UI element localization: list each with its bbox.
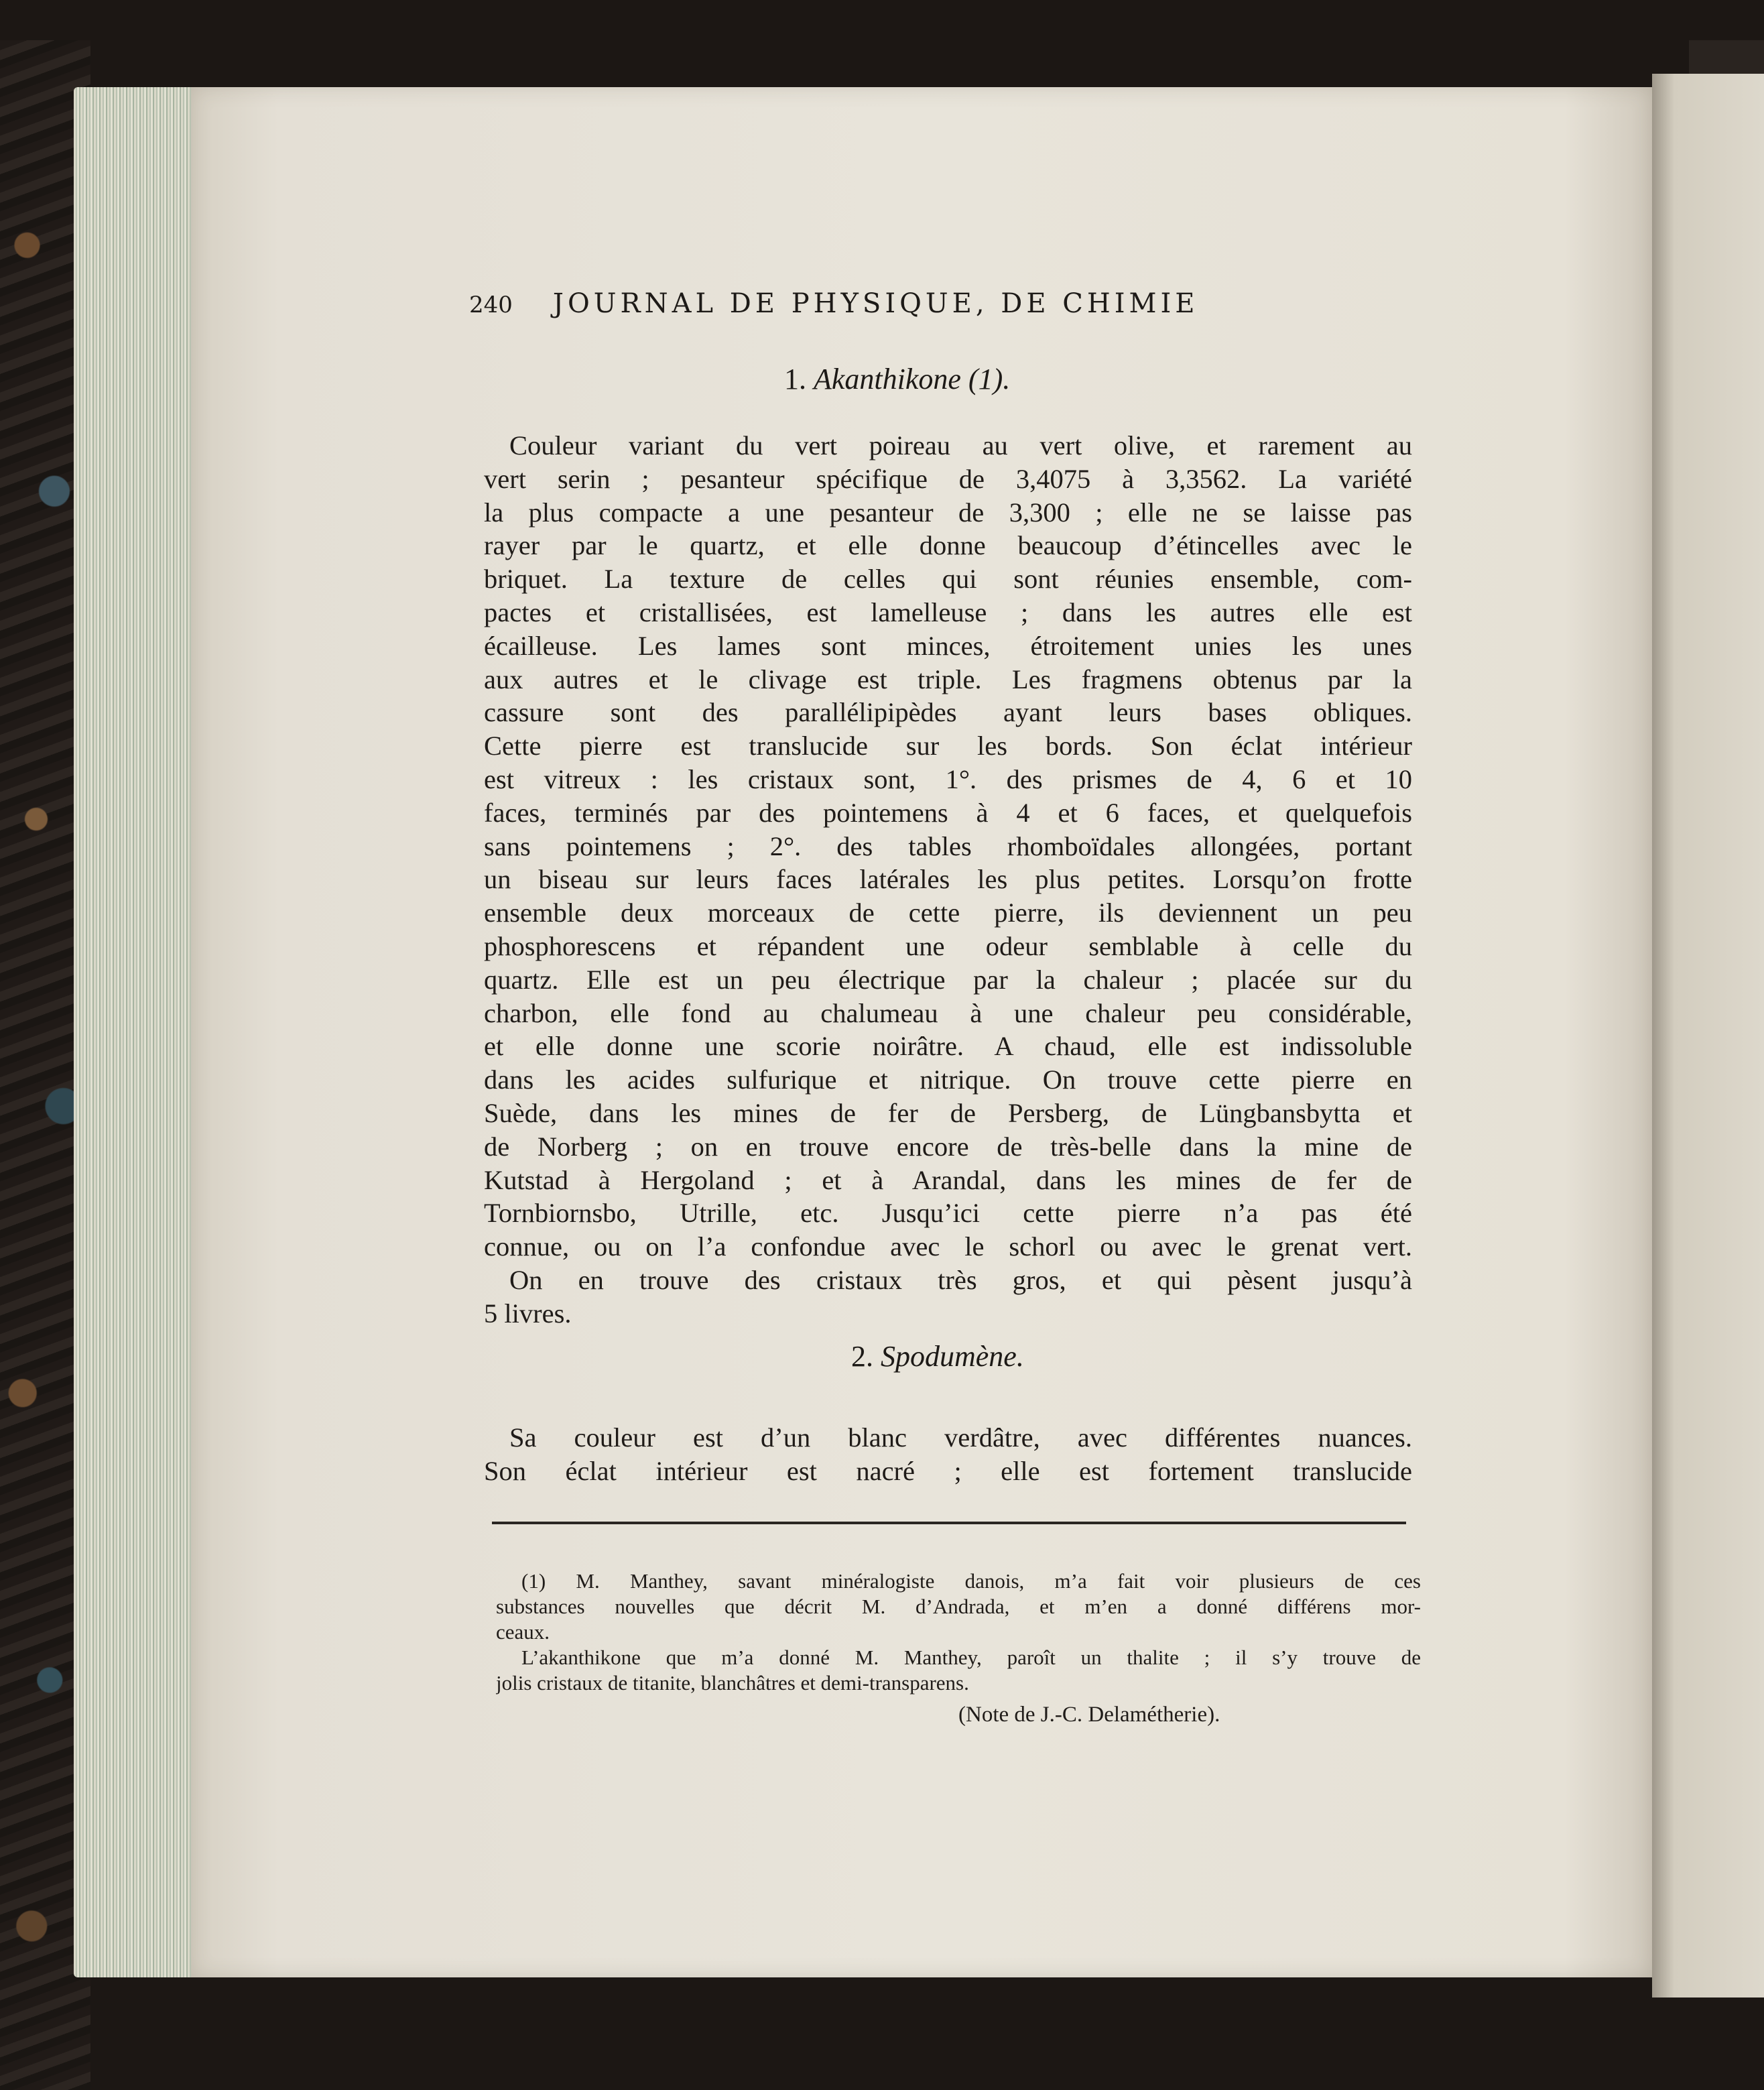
text-line: connue, ou on l’a confondue avec le schorl ou avec le grenat vert. xyxy=(484,1231,1412,1262)
text-line: Cette pierre est translucide sur les bords. Son éclat intérieur xyxy=(484,731,1412,761)
text-line: dans les acides sulfurique et nitrique. On trouve cette pierre en xyxy=(484,1064,1412,1095)
text-line: faces, terminés par des pointemens à 4 et 6 faces, et quelquefois xyxy=(484,797,1412,828)
text-line: écailleuse. Les lames sont minces, étroitement unies les unes xyxy=(484,630,1412,661)
section-number: 2. xyxy=(851,1340,873,1373)
paragraph-spodumene xyxy=(484,1421,1412,1488)
text-line: la plus compacte a une pesanteur de 3,300 ; elle ne se laisse pas xyxy=(484,497,1412,528)
footnote-rule xyxy=(492,1522,1406,1524)
running-header xyxy=(469,288,1307,328)
text-line: vert serin ; pesanteur spécifique de 3,4075 à 3,3562. La variété xyxy=(484,463,1412,494)
text-line: On en trouve des cristaux très gros, et qui pèsent jusqu’à xyxy=(509,1264,1412,1295)
section-title: Spodumène. xyxy=(881,1340,1024,1373)
footnote-line: jolis cristaux de titanite, blanchâtres et demi-transparens. xyxy=(496,1671,969,1695)
text-line: cassure sont des parallélipipèdes ayant leurs bases obliques. xyxy=(484,697,1412,728)
running-title: JOURNAL DE PHYSIQUE, DE CHIMIE xyxy=(552,288,1199,319)
text-line: de Norberg ; on en trouve encore de très-belle dans la mine de xyxy=(484,1131,1412,1162)
paragraph-akanthikone xyxy=(484,429,1412,1331)
section-heading-spodumene xyxy=(851,1339,1024,1373)
text-line: Son éclat intérieur est nacré ; elle est fortement translucide xyxy=(484,1455,1412,1486)
text-line: Kutstad à Hergoland ; et à Arandal, dans les mines de fer de xyxy=(484,1164,1412,1195)
text-line: sans pointemens ; 2°. des tables rhomboïdales allongées, portant xyxy=(484,831,1412,861)
section-number: 1. xyxy=(784,363,806,395)
text-line: Couleur variant du vert poireau au vert olive, et rarement au xyxy=(509,430,1412,460)
text-line: rayer par le quartz, et elle donne beaucoup d’étincelles avec le xyxy=(484,530,1412,561)
facing-page-edge xyxy=(1652,74,1764,1997)
footnote-line: substances nouvelles que décrit M. d’Andrada, et m’en a donné différens mor- xyxy=(496,1595,1421,1618)
text-line: quartz. Elle est un peu électrique par la chaleur ; placée sur du xyxy=(484,964,1412,995)
text-line: Tornbiornsbo, Utrille, etc. Jusqu’ici cette pierre n’a pas été xyxy=(484,1198,1412,1229)
footnote-line: ceaux. xyxy=(496,1620,550,1644)
text-line: aux autres et le clivage est triple. Les fragmens obtenus par la xyxy=(484,664,1412,694)
text-line: et elle donne une scorie noirâtre. A chaud, elle est indissoluble xyxy=(484,1031,1412,1062)
text-line: 5 livres. xyxy=(484,1298,572,1329)
section-heading-akanthikone xyxy=(784,362,1010,396)
text-line: est vitreux : les cristaux sont, 1°. des prismes de 4, 6 et 10 xyxy=(484,763,1412,794)
footnote-reference: (1). xyxy=(968,363,1011,395)
page-edges xyxy=(74,87,191,1977)
text-line: phosphorescens et répandent une odeur semblable à celle du xyxy=(484,930,1412,961)
footnote-line: L’akanthikone que m’a donné M. Manthey, paroît un thalite ; il s’y trouve de xyxy=(521,1646,1421,1669)
text-line: un biseau sur leurs faces latérales les plus petites. Lorsqu’on frotte xyxy=(484,864,1412,895)
text-line: charbon, elle fond au chalumeau à une chaleur peu considérable, xyxy=(484,997,1412,1028)
text-line: ensemble deux morceaux de cette pierre, ils deviennent un peu xyxy=(484,898,1412,928)
section-title: Akanthikone xyxy=(814,363,961,395)
text-line: pactes et cristallisées, est lamelleuse ; dans les autres elle est xyxy=(484,597,1412,627)
text-line: briquet. La texture de celles qui sont réunies ensemble, com- xyxy=(484,564,1412,595)
footnote-line: (1) M. Manthey, savant minéralogiste danois, m’a fait voir plusieurs de ces xyxy=(521,1569,1421,1593)
footnote-signature: (Note de J.-C. Delamétherie). xyxy=(958,1703,1220,1727)
footnote xyxy=(496,1569,1421,1696)
text-line: Suède, dans les mines de fer de Persberg, de Lüngbansbytta et xyxy=(484,1097,1412,1128)
page-number: 240 xyxy=(469,292,513,318)
text-line: Sa couleur est d’un blanc verdâtre, avec différentes nuances. xyxy=(509,1422,1412,1453)
